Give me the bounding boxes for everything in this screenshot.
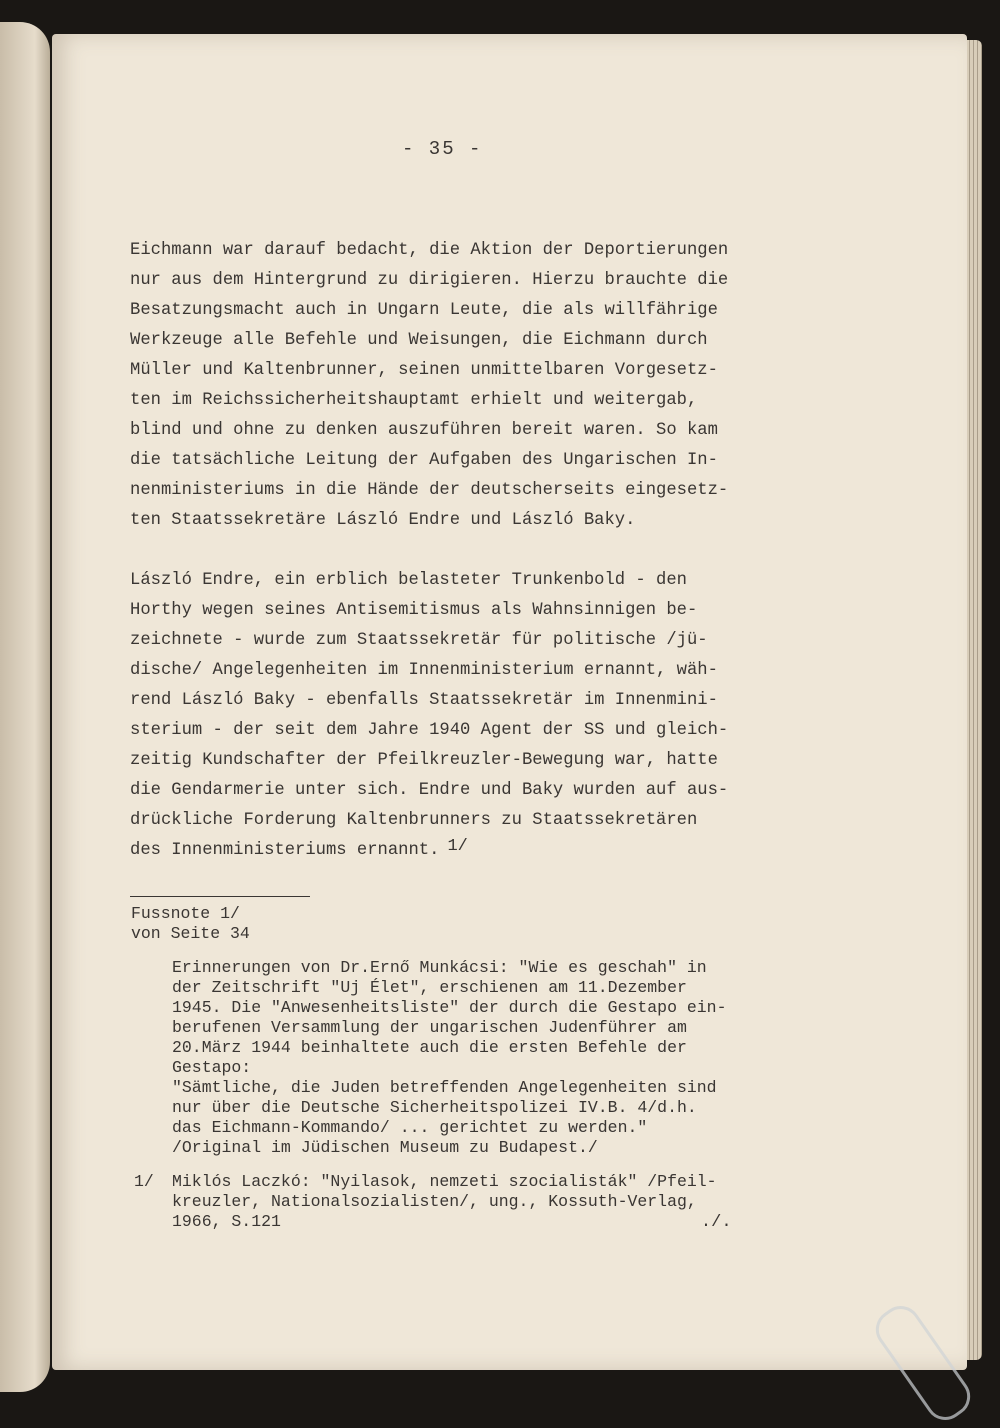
text-line: Eichmann war darauf bedacht, die Aktion der Deportierungen — [130, 241, 729, 260]
text-line: Erinnerungen von Dr.Ernő Munkácsi: "Wie es geschah" in — [172, 958, 707, 977]
text-line: zeitig Kundschafter der Pfeilkreuzler-Bewegung war, hatte — [130, 751, 718, 770]
text-line: 1945. Die "Anwesenheitsliste" der durch die Gestapo ein- — [172, 998, 727, 1017]
text-line: der Zeitschrift "Uj Élet", erschienen am 11.Dezember — [172, 978, 687, 997]
text-line: rend László Baky - ebenfalls Staatssekretär im Innenmini- — [130, 691, 718, 710]
text-line-content: des Innenministeriums ernannt. — [130, 841, 440, 860]
text-line: Gestapo: — [172, 1058, 252, 1077]
text-line: nur aus dem Hintergrund zu dirigieren. Hierzu brauchte die — [130, 271, 729, 290]
paragraph-2 — [130, 566, 728, 866]
text-line: Besatzungsmacht auch in Ungarn Leute, die als willfährige — [130, 301, 718, 320]
footnote-marker: 1/ — [134, 1172, 154, 1191]
page-number: - 35 - — [402, 138, 483, 160]
paragraph-1 — [130, 236, 728, 536]
footnote-2 — [134, 1172, 732, 1233]
text-line — [172, 1212, 732, 1233]
footnote-heading — [131, 904, 250, 944]
text-line: Werkzeuge alle Befehle und Weisungen, die Eichmann durch — [130, 331, 708, 350]
text-line: Horthy wegen seines Antisemitismus als Wahnsinnigen be- — [130, 601, 698, 620]
text-line: ten im Reichssicherheitshauptamt erhielt und weitergab, — [130, 391, 698, 410]
text-line: ten Staatssekretäre László Endre und László Baky. — [130, 511, 636, 530]
text-line: Fussnote 1/ — [131, 904, 240, 923]
facing-page-edge — [0, 22, 50, 1392]
text-line: von Seite 34 — [131, 924, 250, 943]
text-line: blind und ohne zu denken auszuführen bereit waren. So kam — [130, 421, 718, 440]
text-line: die Gendarmerie unter sich. Endre und Baky wurden auf aus- — [130, 781, 729, 800]
text-line: kreuzler, Nationalsozialisten/, ung., Kossuth-Verlag, — [172, 1192, 697, 1211]
text-line: dische/ Angelegenheiten im Innenministerium ernannt, wäh- — [130, 661, 718, 680]
text-line: nur über die Deutsche Sicherheitspolizei IV.B. 4/d.h. — [172, 1098, 697, 1117]
text-line: die tatsächliche Leitung der Aufgaben des Ungarischen In- — [130, 451, 718, 470]
text-line — [130, 836, 468, 866]
footnote-reference: 1/ — [447, 837, 468, 856]
text-line: nenministeriums in die Hände der deutscherseits eingesetz- — [130, 481, 729, 500]
text-line: Miklós Laczkó: "Nyilasok, nemzeti szocialisták" /Pfeil- — [172, 1172, 717, 1191]
body-text — [130, 236, 728, 866]
text-line: László Endre, ein erblich belasteter Trunkenbold - den — [130, 571, 687, 590]
text-line: das Eichmann-Kommando/ ... gerichtet zu werden." — [172, 1118, 648, 1137]
footnote-divider — [130, 896, 310, 897]
continuation-mark: ./. — [700, 1213, 732, 1232]
text-line: "Sämtliche, die Juden betreffenden Angelegenheiten sind — [172, 1078, 717, 1097]
text-line: berufenen Versammlung der ungarischen Judenführer am — [172, 1018, 687, 1037]
text-line: Müller und Kaltenbrunner, seinen unmittelbaren Vorgesetz- — [130, 361, 718, 380]
text-line: 20.März 1944 beinhaltete auch die ersten Befehle der — [172, 1038, 687, 1057]
footnote-body — [172, 958, 727, 1158]
text-line: sterium - der seit dem Jahre 1940 Agent der SS und gleich- — [130, 721, 729, 740]
text-line: /Original im Jüdischen Museum zu Budapest./ — [172, 1138, 598, 1157]
footnote-2-lines — [172, 1172, 732, 1233]
text-line: zeichnete - wurde zum Staatssekretär für politische /jü- — [130, 631, 708, 650]
text-line-content: 1966, S.121 — [172, 1212, 281, 1231]
text-line: drückliche Forderung Kaltenbrunners zu Staatssekretären — [130, 811, 698, 830]
